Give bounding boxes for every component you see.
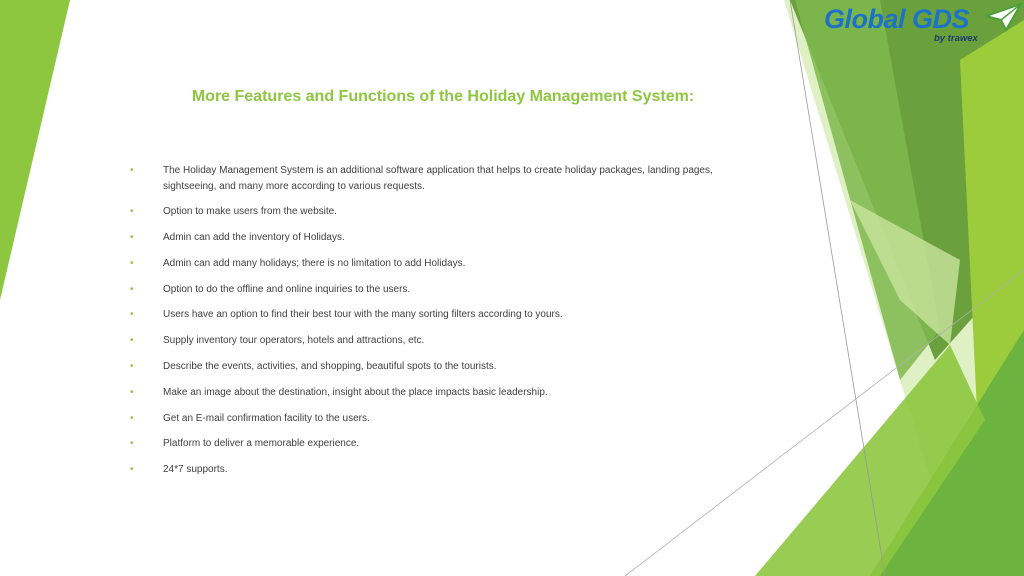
list-item-text: Admin can add the inventory of Holidays. <box>163 232 345 244</box>
list-item-text: Supply inventory tour operators, hotels and attractions, etc. <box>163 335 425 347</box>
feature-list <box>130 163 750 488</box>
list-item-text: Get an E-mail confirmation facility to the users. <box>163 412 370 424</box>
bullet-dot-icon: • <box>130 309 134 321</box>
list-item <box>130 385 750 401</box>
slide-title: More Features and Functions of the Holiday Management System: <box>191 88 695 105</box>
list-item <box>130 307 750 323</box>
bullet-dot-icon: • <box>130 206 134 218</box>
list-item <box>130 256 750 272</box>
list-item-text: Admin can add many holidays; there is no limitation to add Holidays. <box>163 257 466 269</box>
list-item <box>130 462 750 478</box>
bullet-dot-icon: • <box>130 412 134 424</box>
list-item-text: Make an image about the destination, insight about the place impacts basic leadership. <box>163 386 548 398</box>
list-item <box>130 163 750 194</box>
paper-plane-icon <box>986 2 1022 32</box>
list-item <box>130 204 750 220</box>
bullet-dot-icon: • <box>130 438 134 450</box>
list-item <box>130 333 750 349</box>
list-item-text: The Holiday Management System is an additional software application that helps to create holiday packages, landing pages, sightseeing, and many more according to various requests. <box>163 165 713 192</box>
bullet-dot-icon: • <box>130 335 134 347</box>
bullet-dot-icon: • <box>130 165 134 176</box>
bullet-dot-icon: • <box>130 283 134 295</box>
list-item <box>130 411 750 427</box>
logo-tagline: by trawex <box>934 33 978 44</box>
list-item-text: Describe the events, activities, and shopping, beautiful spots to the tourists. <box>163 361 497 373</box>
list-item-text: Platform to deliver a memorable experience. <box>163 438 360 450</box>
list-item-text: Option to do the offline and online inquiries to the users. <box>163 283 411 295</box>
list-item-text: 24*7 supports. <box>163 464 228 476</box>
list-item-text: Option to make users from the website. <box>163 206 337 218</box>
list-item <box>130 436 750 452</box>
global-gds-logo <box>824 2 1022 46</box>
list-item <box>130 230 750 246</box>
bullet-dot-icon: • <box>130 257 134 269</box>
list-item <box>130 359 750 375</box>
bullet-dot-icon: • <box>130 464 134 476</box>
left-green-triangle <box>0 0 70 300</box>
list-item <box>130 282 750 298</box>
bullet-dot-icon: • <box>130 386 134 398</box>
bullet-dot-icon: • <box>130 232 134 244</box>
bullet-dot-icon: • <box>130 361 134 373</box>
list-item-text: Users have an option to find their best tour with the many sorting filters according to yours. <box>163 309 563 321</box>
logo-brand-text: Global GDS <box>824 4 970 34</box>
